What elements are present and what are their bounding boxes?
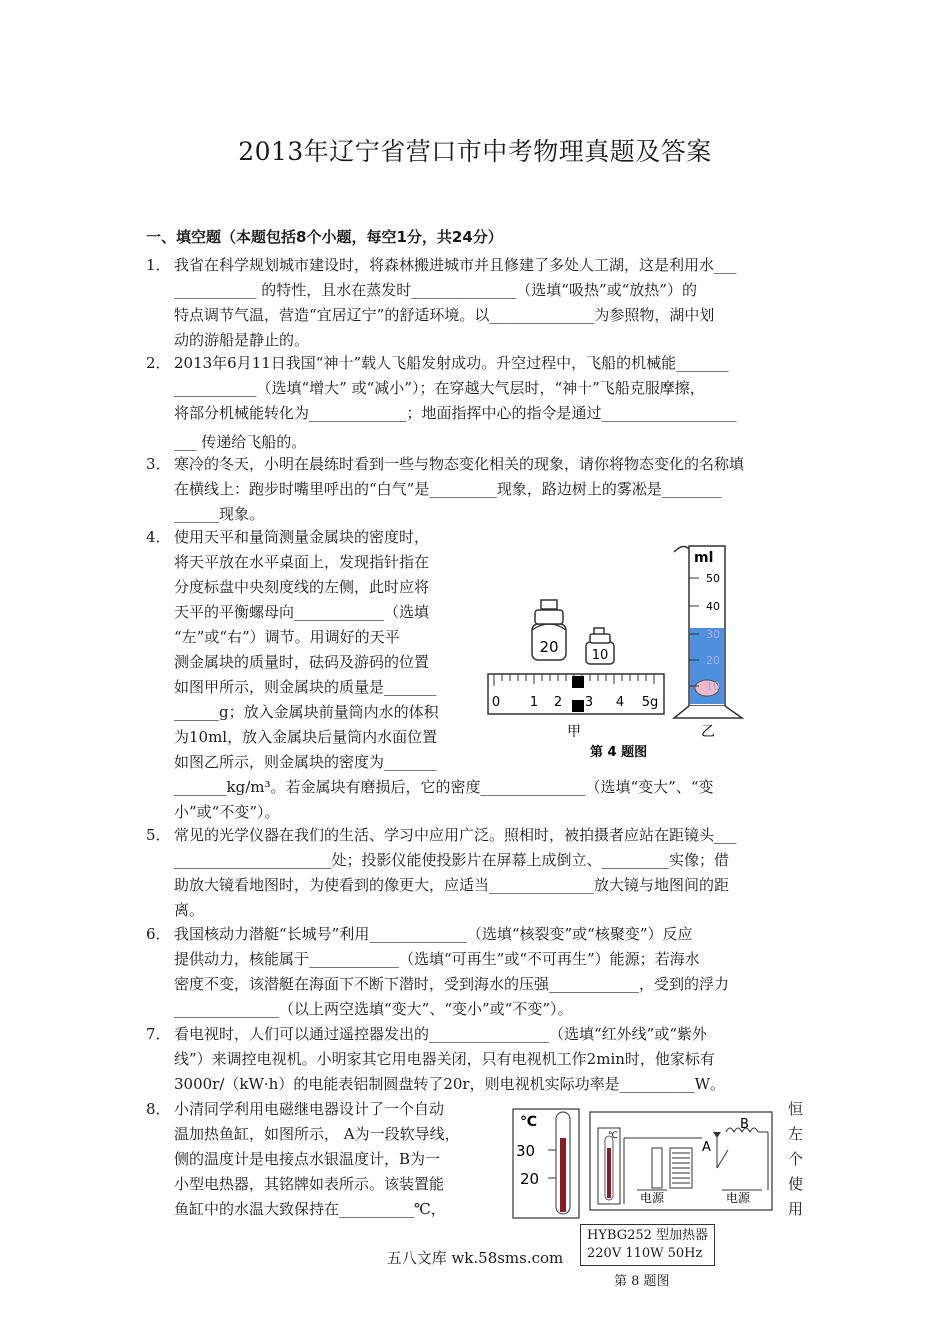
figure-8-caption: 第 8 题图 — [614, 1274, 670, 1289]
question-text: 我省在科学规划城市建设时，将森林搬进城市并且修建了多处人工湖，这是利用水___ — [174, 256, 737, 274]
question-text: _______kg/m³。若金属块有磨损后，它的密度______________（选填“变大”、“变 — [174, 778, 714, 796]
power-source-2: 电源 — [726, 1191, 751, 1205]
footer-watermark: 五八文库 wk.58sms.com — [386, 1249, 564, 1267]
page-title: 2013年辽宁省营口市中考物理真题及答案 — [238, 137, 712, 166]
question-text: 密度不变，该潜艇在海面下不断下潜时，受到海水的压强____________，受到的浮力 — [174, 975, 730, 993]
question-text: 将部分机械能转化为_____________；地面指挥中心的指令是通过__________________ — [174, 404, 737, 422]
question-text: 使 — [788, 1175, 804, 1193]
question-text: 测金属块的质量时，砝码及游码的位置 — [174, 653, 430, 671]
question-text: 我国核动力潜艇“长城号”利用_____________（选填“核裂变”或“核聚变”）反应 — [174, 925, 693, 943]
question-number: 5． — [146, 826, 171, 844]
question-text: _____________________处；投影仪能使投影片在屏幕上成倒立、_________实像；借 — [174, 851, 730, 869]
question-text: 看电视时，人们可以通过遥控器发出的________________（选填“红外线”或“紫外 — [174, 1025, 708, 1043]
question-number: 8． — [146, 1100, 171, 1118]
weight-10g — [586, 628, 614, 664]
question-text: ___ 传递给飞船的。 — [174, 433, 307, 451]
ruler-tick-1: 1 — [529, 695, 539, 710]
rider-top — [572, 676, 584, 688]
question-text: 温加热鱼缸，如图所示， A为一段软导线， — [174, 1125, 460, 1143]
question-7 — [146, 1022, 725, 1097]
question-text: ______________（以上两空选填“变大”、“变小”或“不变”）。 — [174, 1000, 573, 1018]
beam-ruler — [488, 674, 664, 714]
question-5 — [146, 823, 737, 923]
question-text: 侧的温度计是电接点水银温度计，B为一 — [174, 1150, 441, 1168]
question-text: 动的游船是静止的。 — [174, 331, 310, 349]
cylinder-unit: ml — [694, 550, 714, 566]
question-text: ______现象。 — [174, 505, 265, 523]
question-text: 将天平放在水平桌面上，发现指针指在 — [174, 553, 430, 571]
label-B: B — [740, 1117, 749, 1132]
small-thermo-unit: ℃ — [608, 1131, 619, 1141]
question-text: 分度标盘中央刻度线的左侧，此时应将 — [174, 578, 430, 596]
cyl-tick-50: 50 — [706, 572, 720, 585]
question-text: 小清同学利用电磁继电器设计了一个自动 — [174, 1100, 445, 1118]
question-text: “左”或“右”）调节。用调好的天平 — [174, 628, 400, 646]
question-number: 2． — [146, 354, 171, 372]
question-text: 小”或“不变”）。 — [174, 803, 280, 821]
cyl-tick-30: 30 — [706, 628, 720, 641]
question-text: ___________（选填“增大” 或“减小”）；在穿越大气层时，“神十”飞船克服摩擦， — [174, 379, 705, 397]
question-text: 个 — [788, 1150, 804, 1168]
question-number: 6． — [146, 925, 171, 943]
weight-20g — [532, 600, 566, 660]
question-text: 离。 — [174, 901, 205, 919]
question-text: ______g；放入金属块前量筒内水的体积 — [174, 703, 439, 721]
question-1 — [146, 253, 737, 353]
power-source-1: 电源 — [640, 1191, 665, 1205]
label-yi: 乙 — [701, 724, 715, 740]
question-text: 恒 — [788, 1100, 804, 1118]
question-8-right-column — [788, 1097, 803, 1222]
question-8 — [146, 1097, 460, 1222]
question-text: 线”）来调控电视机。小明家其它用电器关闭，只有电视机工作2min时，他家标有 — [174, 1050, 715, 1068]
question-text: 3000r/（kW·h）的电能表铝制圆盘转了20r，则电视机实际功率是__________W。 — [174, 1075, 726, 1093]
question-text: 常见的光学仪器在我们的生活、学习中应用广泛。照相时，被拍摄者应站在距镜头___ — [174, 826, 737, 844]
question-text: 小型电热器，其铭牌如表所示。该装置能 — [174, 1175, 445, 1193]
question-text: 鱼缸中的水温大致保持在__________℃， — [174, 1200, 446, 1218]
thermo-label-30: 30 — [516, 1142, 536, 1160]
question-text: 用 — [788, 1200, 804, 1218]
question-6 — [146, 922, 729, 1022]
thermo-label-20: 20 — [520, 1170, 540, 1188]
question-text: 提供动力，核能属于____________（选填“可再生”或“不可再生”）能源；若海水 — [174, 950, 700, 968]
ruler-tick-3: 3 — [584, 695, 594, 710]
question-text: 天平的平衡螺母向____________（选填 — [174, 603, 430, 621]
label-A: A — [702, 1140, 711, 1155]
figure-4-caption: 第 4 题图 — [590, 745, 648, 760]
cyl-tick-20: 20 — [706, 654, 720, 667]
question-text: 寒冷的冬天，小明在晨练时看到一些与物态变化相关的现象，请你将物态变化的名称填 — [174, 455, 745, 473]
figure-4 — [484, 538, 754, 768]
question-number: 3． — [146, 455, 171, 473]
question-number: 7． — [146, 1025, 171, 1043]
question-number: 1． — [146, 256, 171, 274]
nameplate-model: HYBG252 型加热器 — [587, 1228, 709, 1243]
graduated-cylinder — [674, 546, 742, 718]
question-number: 4． — [146, 528, 171, 546]
question-text: 左 — [788, 1125, 804, 1143]
cyl-tick-40: 40 — [706, 600, 720, 613]
ruler-tick-4: 4 — [615, 695, 625, 710]
figure-8 — [512, 1108, 777, 1220]
weight-label-20: 20 — [539, 638, 559, 656]
question-text: ___________ 的特性，且水在蒸发时______________（选填“吸热”或“放热”）的 — [174, 281, 697, 299]
thermo-unit: ℃ — [520, 1114, 537, 1130]
label-jia: 甲 — [567, 724, 581, 740]
weight-label-10: 10 — [591, 648, 609, 663]
ruler-tick-0: 0 — [491, 695, 501, 710]
cyl-tick-10: 10 — [706, 680, 720, 693]
question-text: 如图乙所示，则金属块的密度为_______ — [174, 753, 437, 771]
question-text: 特点调节气温，营造“宜居辽宁”的舒适环境。以______________为参照物，湖中划 — [174, 306, 715, 324]
question-text: 如图甲所示，则金属块的质量是_______ — [174, 678, 437, 696]
ruler-tick-5g: 5g — [641, 695, 659, 710]
question-text: 在横线上：跑步时嘴里呼出的“白气”是_________现象，路边树上的雾凇是________ — [174, 480, 722, 498]
mercury-column — [560, 1138, 566, 1212]
question-text: 助放大镜看地图时，为使看到的像更大，应适当______________放大镜与地图间的距 — [174, 876, 730, 894]
rider-bottom — [572, 700, 584, 712]
nameplate-spec: 220V 110W 50Hz — [587, 1246, 703, 1261]
question-text: 2013年6月11日我国“神十”载人飞船发射成功。升空过程中，飞船的机械能_______ — [174, 354, 729, 372]
section-heading: 一、填空题（本题包括8个小题，每空1分，共24分） — [146, 228, 503, 246]
ruler-tick-2: 2 — [553, 695, 563, 710]
question-3 — [146, 452, 744, 527]
question-text: 使用天平和量筒测量金属块的密度时， — [174, 528, 430, 546]
question-2 — [146, 351, 737, 455]
question-text: 为10ml，放入金属块后量筒内水面位置 — [174, 728, 438, 746]
